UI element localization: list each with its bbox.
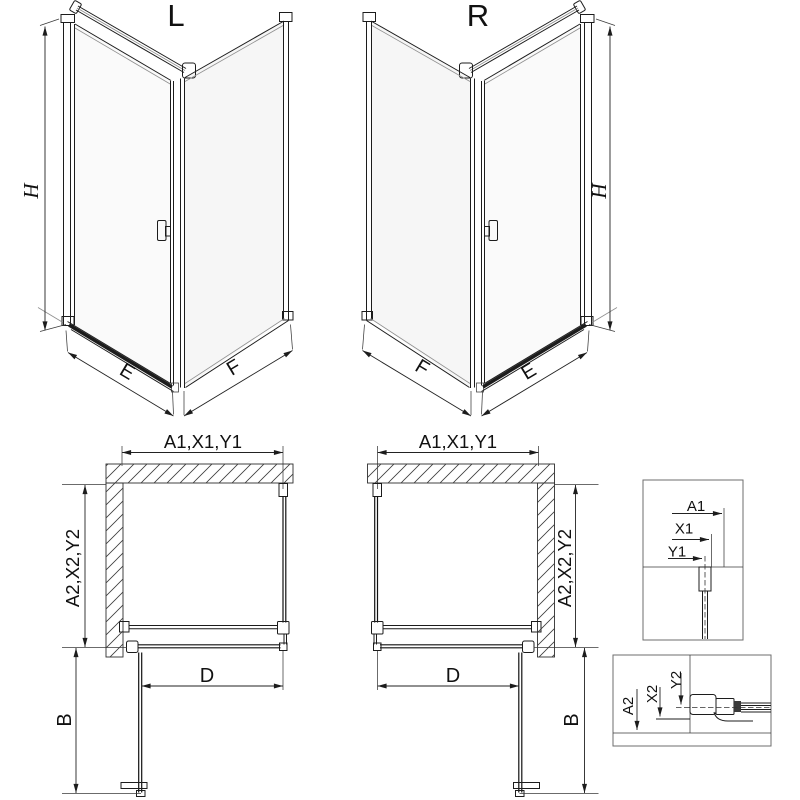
- detail-x1-label: X1: [674, 520, 694, 538]
- plan-side-dim-label-left: A2,X2,Y2: [62, 528, 83, 608]
- wall-hatch: [106, 464, 293, 483]
- wall-hatch: [368, 464, 555, 483]
- iso-view-left: [38, 0, 293, 416]
- variant-title-right: R: [466, 0, 490, 33]
- detail-y2-label: Y2: [668, 670, 685, 690]
- front-corner-edges: [171, 79, 185, 393]
- plan-view-left: [62, 446, 293, 797]
- door-width-label-left: D: [199, 665, 215, 687]
- height-dimension: [40, 19, 66, 332]
- wall-profile: [61, 15, 75, 327]
- plan-support-bar: [120, 622, 278, 633]
- detail-a1-label: A1: [686, 498, 706, 515]
- wall-hatch: [106, 483, 123, 657]
- wall-hatch: [538, 483, 555, 657]
- height-dim-label-left: H: [19, 183, 43, 199]
- plan-door-open: [121, 653, 147, 797]
- glass-side-panel: [185, 22, 284, 388]
- plan-door-closed: [127, 641, 288, 653]
- plan-top-dim-label-right: A1,X1,Y1: [418, 431, 498, 452]
- plan-side-panel: [278, 484, 290, 645]
- base-dim-label-e-left: E: [115, 358, 139, 385]
- detail-y1-label: Y1: [667, 543, 687, 561]
- plan-top-dim-label-left: A1,X1,Y1: [163, 431, 243, 452]
- plan-side-dim-label-right: A2,X2,Y2: [554, 528, 575, 608]
- iso-view-right: [362, 0, 617, 416]
- side-panel-back-edge: [283, 22, 294, 321]
- wall-profile-section: [699, 567, 711, 591]
- variant-title-left: L: [167, 0, 185, 33]
- plan-door-handle: [121, 783, 147, 789]
- glass-door-panel: [75, 25, 171, 384]
- door-width-label-right: D: [445, 665, 461, 687]
- swing-dim-label-right: B: [561, 713, 583, 727]
- detail-a2-label: A2: [620, 696, 637, 716]
- base-dim-label-e-right: E: [517, 358, 541, 385]
- detail-x2-label: X2: [644, 684, 661, 704]
- swing-dim-label-left: B: [54, 713, 76, 727]
- height-dim-label-right: H: [587, 183, 611, 199]
- base-dim-label-f-left: F: [223, 355, 245, 381]
- base-dim-label-f-right: F: [411, 355, 433, 381]
- plan-view-right: [368, 446, 599, 797]
